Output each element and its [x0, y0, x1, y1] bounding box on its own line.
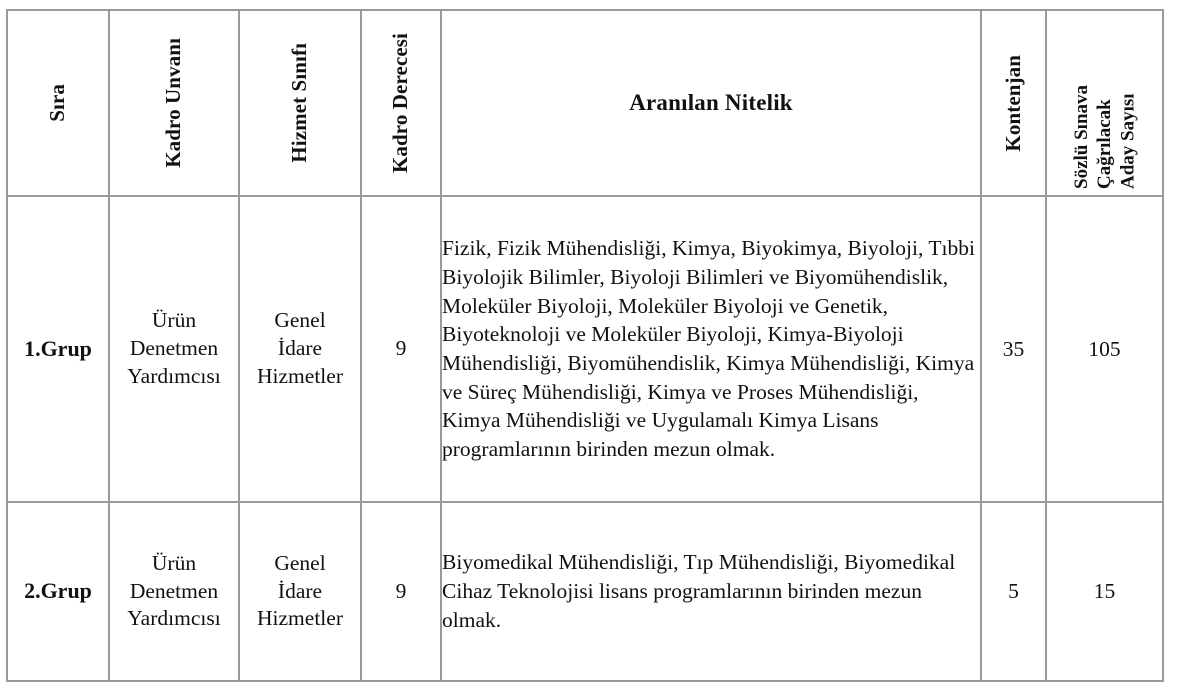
- header-line-2: Çağrılacak: [1093, 99, 1115, 189]
- cell-aranilan-nitelik: Fizik, Fizik Mühendisliği, Kimya, Biyokimya, Biyoloji, Tıbbi Biyolojik Bilimler, Biyoloji Bilimleri ve Biyomühendislik, Moleküler Biyoloji, Moleküler Biyoloji ve Genetik, Biyoteknoloji ve Moleküler Biyoloji, Kimya-Biyoloji Mühendisliği, Biyomühendislik, Kimya Mühendisliği, Kimya ve Süreç Mühendisliği, Kimya ve Proses Mühendisliği, Kimya Mühendisliği ve Uygulamalı Kimya Lisans programlarının birinden mezun olmak.: [441, 196, 981, 502]
- column-header-sira: [7, 10, 109, 196]
- rotated-text-wrapper: [362, 14, 440, 192]
- column-header-kadro-unvani-label: Kadro Unvanı: [161, 38, 186, 168]
- cell-line-3: Hizmetler: [257, 606, 343, 631]
- rotated-text-wrapper: [8, 14, 108, 192]
- cell-line-2: İdare: [277, 578, 323, 603]
- column-header-aranilan-nitelik-label: Aranılan Nitelik: [629, 90, 793, 115]
- column-header-sira-label: Sıra: [45, 84, 70, 122]
- cell-aranilan-nitelik: Biyomedikal Mühendisliği, Tıp Mühendisliği, Biyomedikal Cihaz Teknolojisi lisans programlarının birinden mezun olmak.: [441, 502, 981, 681]
- column-header-kadro-derecesi: [361, 10, 441, 196]
- column-header-sozlu-sinava-cagrilacak-aday-sayisi: [1046, 10, 1163, 196]
- cell-line-3: Yardımcısı: [127, 363, 221, 388]
- rotated-text-wrapper: [1047, 14, 1162, 192]
- header-line-1: Sözlü Sınava: [1070, 84, 1092, 189]
- table-header: [7, 10, 1163, 196]
- cell-line-2: Denetmen: [129, 578, 219, 603]
- cell-line-1: Genel: [274, 550, 326, 575]
- kadro-nitelik-table: [6, 9, 1164, 682]
- cell-kadro-unvani: [109, 502, 239, 681]
- cell-kadro-derecesi: 9: [361, 502, 441, 681]
- cell-line-3: Yardımcısı: [127, 606, 221, 631]
- cell-kontenjan: 35: [981, 196, 1046, 502]
- cell-line-2: Denetmen: [129, 336, 219, 361]
- column-header-aranilan-nitelik: [441, 10, 981, 196]
- cell-kadro-derecesi: 9: [361, 196, 441, 502]
- cell-sozlu-sinava-cagrilacak-aday-sayisi: 105: [1046, 196, 1163, 502]
- column-header-kontenjan-label: Kontenjan: [1000, 54, 1025, 152]
- column-header-kadro-derecesi-label: Kadro Derecesi: [388, 32, 413, 173]
- cell-line-2: İdare: [277, 336, 323, 361]
- cell-hizmet-sinifi: [239, 196, 361, 502]
- cell-hizmet-sinifi: [239, 502, 361, 681]
- header-row: [7, 10, 1163, 196]
- cell-sira: 1.Grup: [7, 196, 109, 502]
- rotated-text-wrapper: [240, 14, 360, 192]
- column-header-hizmet-sinifi-label: Hizmet Sınıfı: [287, 43, 312, 163]
- rotated-text-wrapper: [110, 14, 238, 192]
- rotated-text-wrapper: [982, 14, 1045, 192]
- table-row: [7, 196, 1163, 502]
- header-line-3: Aday Sayısı: [1117, 93, 1139, 189]
- cell-line-3: Hizmetler: [257, 363, 343, 388]
- column-header-kontenjan: [981, 10, 1046, 196]
- cell-kadro-unvani: [109, 196, 239, 502]
- cell-kontenjan: 5: [981, 502, 1046, 681]
- column-header-kadro-unvani: [109, 10, 239, 196]
- table-row: [7, 502, 1163, 681]
- cell-sozlu-sinava-cagrilacak-aday-sayisi: 15: [1046, 502, 1163, 681]
- table-body: [7, 196, 1163, 681]
- cell-line-1: Ürün: [151, 308, 197, 333]
- column-header-sozlu-lines: [1070, 17, 1140, 189]
- column-header-hizmet-sinifi: [239, 10, 361, 196]
- cell-sira: 2.Grup: [7, 502, 109, 681]
- cell-line-1: Ürün: [151, 550, 197, 575]
- cell-line-1: Genel: [274, 308, 326, 333]
